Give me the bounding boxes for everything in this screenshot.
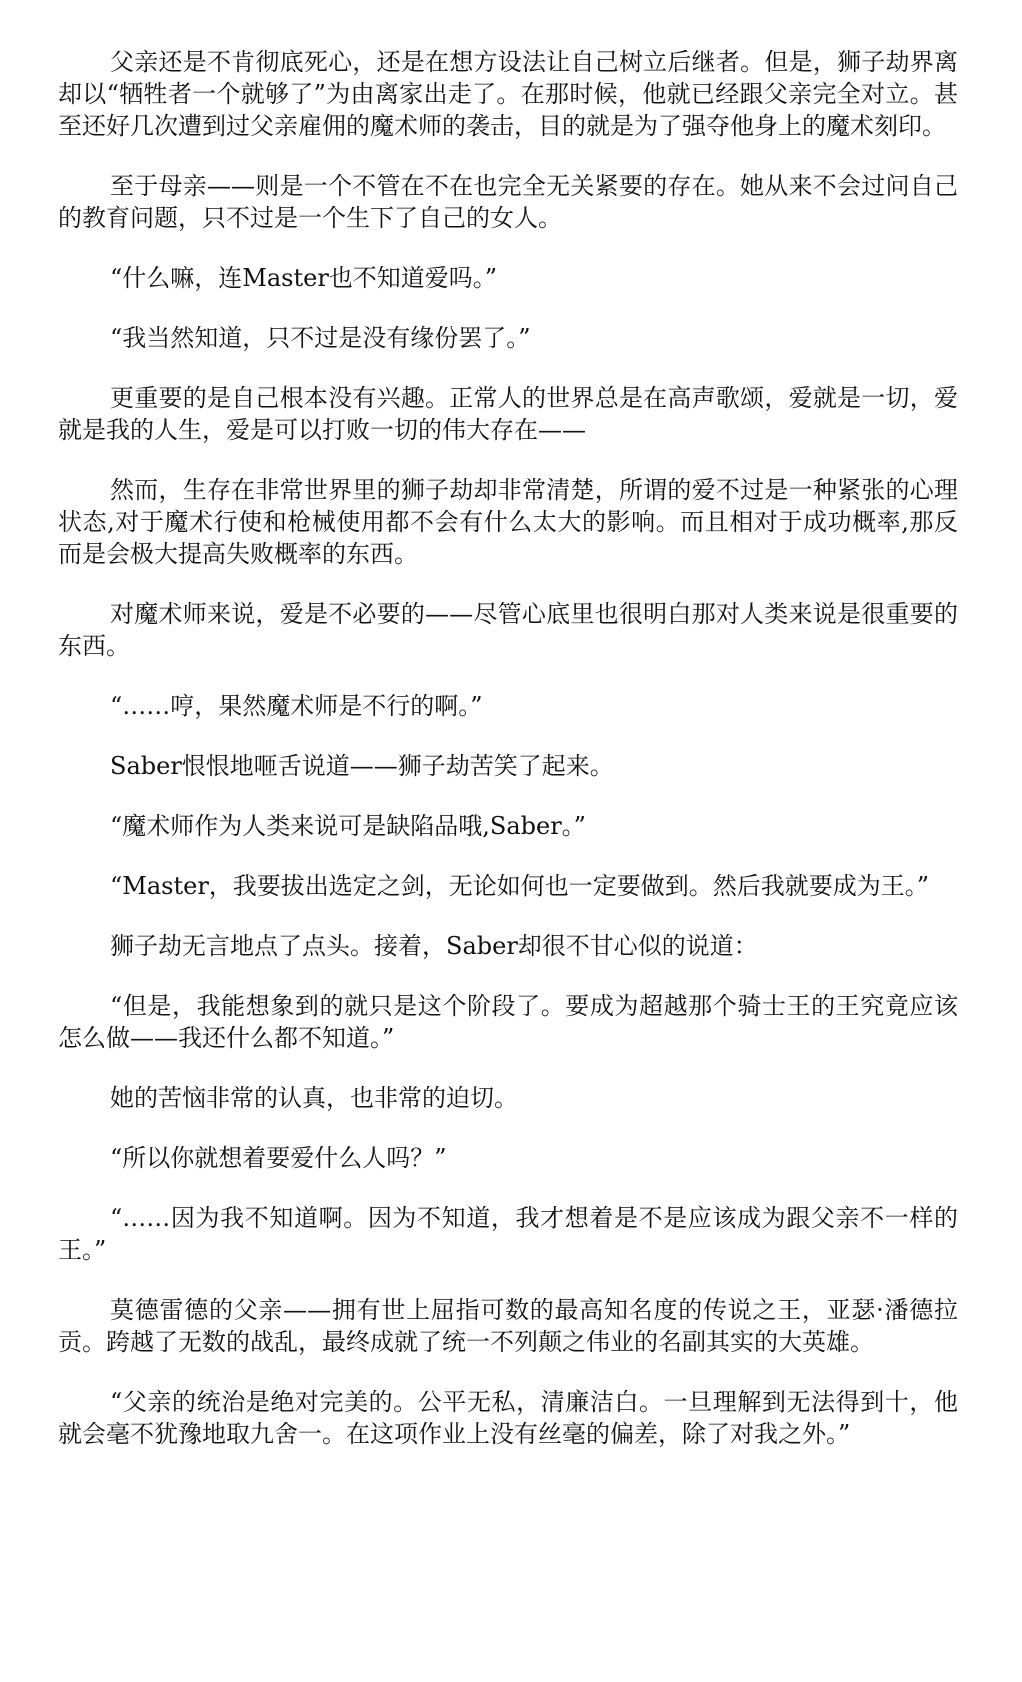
paragraph-3: “什么嘛，连Master也不知道爱吗。”	[110, 264, 498, 292]
paragraph-1: 父亲还是不肯彻底死心，还是在想方设法让自己树立后继者。但是，狮子劫界离却以“牺牲者一个就够了”为由离家出走了。在那时候，他就已经跟父亲完全对立。甚至还好几次遭到过父亲雇佣的魔术师的袭击，目的就是为了强夺他身上的魔术刻印。	[58, 48, 958, 140]
paragraph-16: “……因为我不知道啊。因为不知道，我才想着是不是应该成为跟父亲不一样的王。”	[58, 1204, 958, 1264]
paragraph-9: Saber恨恨地咂舌说道——狮子劫苦笑了起来。	[110, 752, 614, 780]
paragraph-8: “……哼，果然魔术师是不行的啊。”	[110, 692, 483, 720]
paragraph-15: “所以你就想着要爱什么人吗？”	[110, 1144, 447, 1172]
paragraph-10: “魔术师作为人类来说可是缺陷品哦,Saber。”	[110, 812, 586, 840]
paragraph-7: 对魔术师来说，爱是不必要的——尽管心底里也很明白那对人类来说是很重要的东西。	[58, 600, 958, 660]
paragraph-2: 至于母亲——则是一个不管在不在也完全无关紧要的存在。她从来不会过问自己的教育问题，只不过是一个生下了自己的女人。	[58, 172, 958, 232]
paragraph-11: “Master，我要拔出选定之剑，无论如何也一定要做到。然后我就要成为王。”	[110, 872, 930, 900]
paragraph-6: 然而，生存在非常世界里的狮子劫却非常清楚，所谓的爱不过是一种紧张的心理状态,对于魔术行使和枪械使用都不会有什么太大的影响。而且相对于成功概率,那反而是会极大提高失败概率的东西。	[58, 476, 958, 568]
document-page	[58, 46, 958, 1478]
paragraph-13: “但是，我能想象到的就只是这个阶段了。要成为超越那个骑士王的王究竟应该怎么做——我还什么都不知道。”	[58, 992, 958, 1052]
paragraph-4: “我当然知道，只不过是没有缘份罢了。”	[110, 324, 531, 352]
paragraph-14: 她的苦恼非常的认真，也非常的迫切。	[110, 1084, 518, 1112]
paragraph-5: 更重要的是自己根本没有兴趣。正常人的世界总是在高声歌颂，爱就是一切，爱就是我的人生，爱是可以打败一切的伟大存在——	[58, 384, 958, 444]
paragraph-18: “父亲的统治是绝对完美的。公平无私，清廉洁白。一旦理解到无法得到十，他就会毫不犹豫地取九舍一。在这项作业上没有丝毫的偏差，除了对我之外。”	[58, 1388, 958, 1448]
paragraph-17: 莫德雷德的父亲——拥有世上屈指可数的最高知名度的传说之王，亚瑟·潘德拉贡。跨越了无数的战乱，最终成就了统一不列颠之伟业的名副其实的大英雄。	[58, 1296, 958, 1356]
paragraph-12: 狮子劫无言地点了点头。接着，Saber却很不甘心似的说道：	[110, 932, 758, 960]
